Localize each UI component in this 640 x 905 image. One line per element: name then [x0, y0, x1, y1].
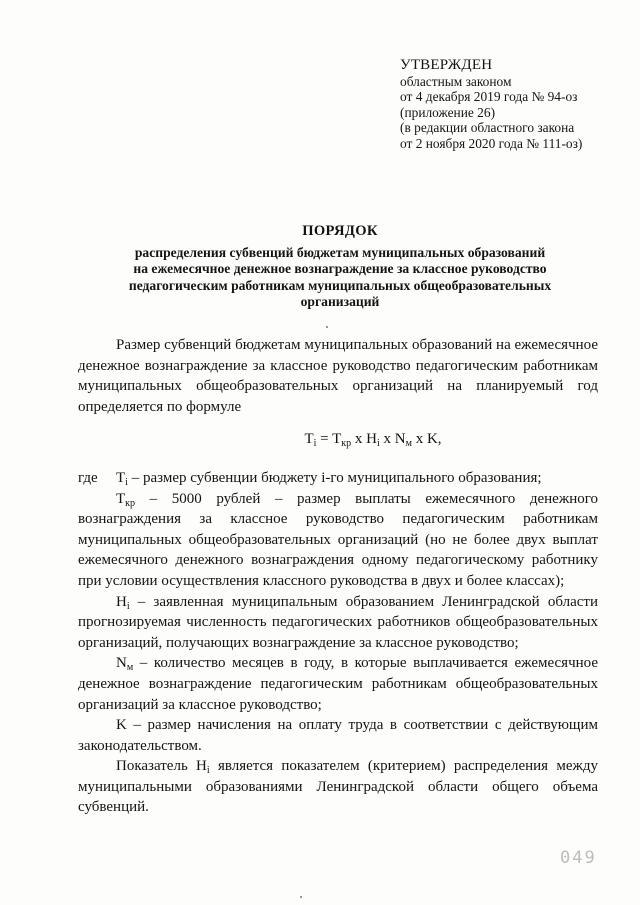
approval-line: от 4 декабря 2019 года № 94-оз [400, 89, 578, 105]
approval-line: (в редакции областного закона [400, 120, 575, 136]
title-line: на ежемесячное денежное вознаграждение за классное руководство [133, 261, 547, 277]
approval-line: от 2 ноября 2020 года № 111-оз) [400, 135, 583, 151]
approval-line: (приложение 26) [400, 104, 496, 120]
intro-paragraph: Размер субвенций бюджетам муниципальных образований на ежемесячное денежное вознаграждение за классное руководство педагогическим работникам муниципальных общеобразовательных организаций на планируемый год определяется по формуле [78, 337, 598, 415]
approval-line: областным законом [400, 73, 512, 89]
title-line: педагогическим работникам муниципальных общеобразовательных [128, 277, 552, 293]
approval-heading: УТВЕРЖДЕН [400, 57, 493, 73]
title-line: распределения субвенций бюджетам муниципальных образований [134, 244, 546, 260]
indicator-paragraph: Показатель $H_i$ является показателем (критерием) распределения между муниципальными образованиями Ленинградской области общего объема субвенций. [78, 758, 598, 816]
definition-ti: где $T_i$ – размер субвенции бюджету i-го муниципального образования; [78, 469, 542, 488]
definition-k: K – размер начисления на оплату труда в соответствии с действующим законодательством. [78, 717, 598, 754]
title-line: организаций [300, 294, 380, 310]
title-main: ПОРЯДОК [302, 223, 378, 239]
where-word: где [78, 469, 98, 486]
definition-hi: $H_i$ – заявленная муниципальным образованием Ленинградской области прогнозируемая численность педагогических работников общеобразовательных организаций, получающих вознаграждение за классное руководство; [78, 593, 598, 651]
scan-speck [300, 896, 302, 898]
page-stamp: 049 [560, 848, 597, 868]
formula: $T_i = T_{кр}$ x $H_i$ x $N_м$ x K, [304, 431, 442, 450]
document-body [78, 335, 598, 818]
scan-speck [326, 326, 328, 328]
definition-tkr: $T_{кр} - 5000$ рублей – размер выплаты ежемесячного денежного вознаграждения за классное руководство педагогическим работникам муниципальных общеобразовательных организаций (но не более двух выплат ежемесячного денежного вознаграждения одному педагогическому работнику при условии осуществления классного руководства в двух и более классах); [78, 490, 598, 589]
approval-block [400, 58, 582, 152]
definition-nm: $N_м$ – количество месяцев в году, в которые выплачивается ежемесячное денежное вознаграждение педагогическим работникам общеобразовательных организаций за классное руководство; [78, 655, 598, 713]
document-title [90, 223, 590, 311]
